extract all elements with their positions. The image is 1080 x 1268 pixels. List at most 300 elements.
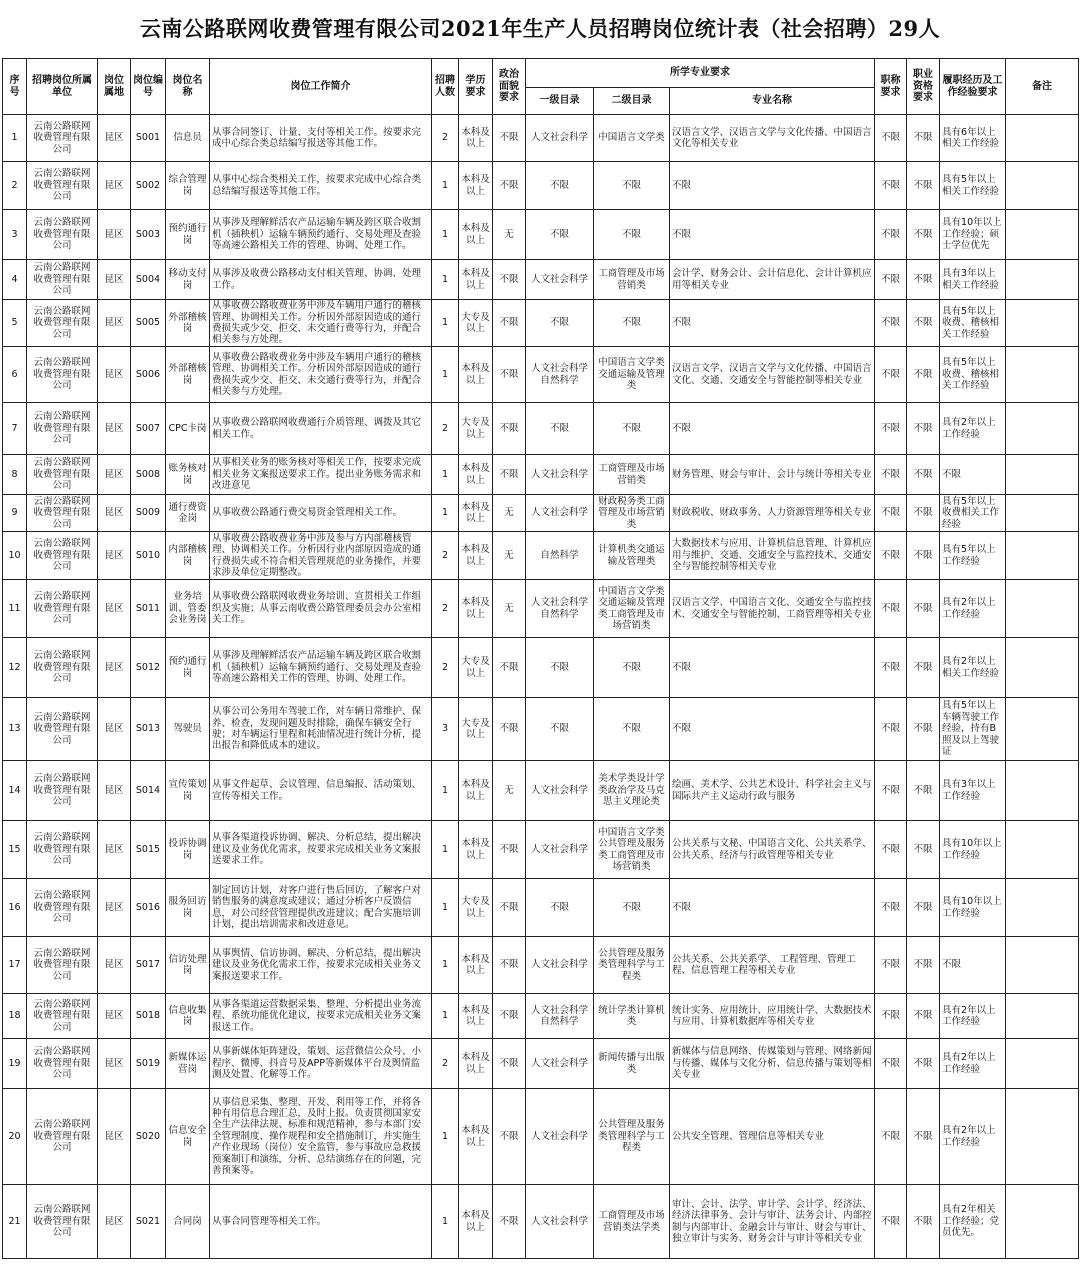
cell-exp: 具有2年以上工作经验 (940, 403, 1006, 455)
cell-code: S002 (131, 162, 166, 210)
cell-duty: 从事收费公路收费业务中涉及车辆用户通行的稽核管理、协调相关工作。分析因外部原因造成的通行费损失或少交、拒交、未交通行费等行为，并配合相关参与方处理。 (210, 300, 432, 347)
cell-name: 信息员 (166, 115, 210, 162)
cell-cert: 不限 (907, 455, 940, 495)
cell-location: 昆区 (98, 300, 131, 347)
cell-name: 预约通行岗 (166, 638, 210, 698)
cell-major-name: 不限 (670, 638, 875, 698)
cell-exp: 不限 (940, 455, 1006, 495)
cell-unit: 云南公路联网收费管理有限公司 (27, 1185, 98, 1259)
cell-exp: 具有5年以上相关工作经验 (940, 162, 1006, 210)
cell-unit: 云南公路联网收费管理有限公司 (27, 115, 98, 162)
cell-location: 昆区 (98, 698, 131, 761)
cell-title-req: 不限 (875, 937, 907, 994)
cell-seq: 12 (3, 638, 27, 698)
cell-major-l2: 计算机类交通运输及管理类 (594, 532, 670, 580)
cell-location: 昆区 (98, 455, 131, 495)
table-row (3, 455, 1079, 495)
cell-political: 不限 (493, 698, 526, 761)
cell-unit: 云南公路联网收费管理有限公司 (27, 994, 98, 1039)
table-row (3, 994, 1079, 1039)
cell-name: 信息安全岗 (166, 1089, 210, 1185)
cell-title-req: 不限 (875, 347, 907, 403)
cell-title-req: 不限 (875, 994, 907, 1039)
cell-political: 不限 (493, 1039, 526, 1089)
cell-edu: 大专及以上 (459, 698, 493, 761)
cell-edu: 本科及以上 (459, 821, 493, 879)
recruitment-table (2, 58, 1079, 1259)
cell-note (1006, 300, 1079, 347)
cell-political: 不限 (493, 821, 526, 879)
cell-location: 昆区 (98, 162, 131, 210)
cell-major-l1: 不限 (526, 638, 594, 698)
cell-duty: 从事收费公路联网收费通行介质管理、调拨及其它相关工作。 (210, 403, 432, 455)
cell-major-name: 不限 (670, 162, 875, 210)
cell-unit: 云南公路联网收费管理有限公司 (27, 879, 98, 937)
cell-political: 不限 (493, 455, 526, 495)
cell-count: 1 (432, 300, 459, 347)
cell-major-l1: 不限 (526, 879, 594, 937)
cell-edu: 本科及以上 (459, 115, 493, 162)
cell-note (1006, 162, 1079, 210)
cell-political: 无 (493, 495, 526, 532)
cell-title-req: 不限 (875, 260, 907, 300)
cell-location: 昆区 (98, 761, 131, 821)
cell-duty: 从事涉及理解鲜活农产品运输车辆及跨区联合收割机（插秧机）运输车辆预约通行、交易处理及查验等高速公路相关工作的管理、协调、处理工作。 (210, 210, 432, 260)
cell-edu: 本科及以上 (459, 210, 493, 260)
cell-count: 1 (432, 1185, 459, 1259)
cell-seq: 10 (3, 532, 27, 580)
cell-major-l2: 工商管理及市场营销类 (594, 455, 670, 495)
cell-code: S005 (131, 300, 166, 347)
cell-seq: 8 (3, 455, 27, 495)
cell-count: 1 (432, 210, 459, 260)
cell-count: 1 (432, 821, 459, 879)
cell-unit: 云南公路联网收费管理有限公司 (27, 347, 98, 403)
cell-seq: 16 (3, 879, 27, 937)
cell-major-l1: 人文社会科学自然科学 (526, 347, 594, 403)
cell-title-req: 不限 (875, 495, 907, 532)
cell-name: 移动支付岗 (166, 260, 210, 300)
cell-edu: 本科及以上 (459, 162, 493, 210)
cell-cert: 不限 (907, 495, 940, 532)
cell-unit: 云南公路联网收费管理有限公司 (27, 580, 98, 638)
cell-title-req: 不限 (875, 162, 907, 210)
cell-exp: 具有3年以上相关工作经验 (940, 260, 1006, 300)
cell-cert: 不限 (907, 761, 940, 821)
cell-name: 宣传策划岗 (166, 761, 210, 821)
header-edu: 学历要求 (459, 59, 493, 115)
cell-title-req: 不限 (875, 403, 907, 455)
cell-major-l1: 人文社会科学 (526, 761, 594, 821)
cell-cert: 不限 (907, 1089, 940, 1185)
cell-title-req: 不限 (875, 210, 907, 260)
cell-duty: 从事收费公路通行费交易资金管理相关工作。 (210, 495, 432, 532)
cell-major-l1: 人文社会科学 (526, 937, 594, 994)
cell-major-l1: 人文社会科学 (526, 1089, 594, 1185)
cell-political: 无 (493, 532, 526, 580)
cell-cert: 不限 (907, 260, 940, 300)
header-major-group: 所学专业要求 (526, 59, 875, 88)
cell-political: 不限 (493, 1089, 526, 1185)
cell-major-l2: 新闻传播与出版类 (594, 1039, 670, 1089)
cell-count: 2 (432, 115, 459, 162)
cell-exp: 具有5年以上收费相关工作经验 (940, 495, 1006, 532)
cell-major-l1: 人文社会科学 (526, 115, 594, 162)
cell-count: 1 (432, 495, 459, 532)
cell-cert: 不限 (907, 994, 940, 1039)
cell-major-l2: 不限 (594, 300, 670, 347)
cell-political: 不限 (493, 300, 526, 347)
cell-duty: 从事公司公务用车驾驶工作，对车辆日常维护、保养、检查，发现问题及时排除，确保车辆安全行驶；对车辆运行里程和耗油情况进行统计分析，提出报告和降低成本的建议。 (210, 698, 432, 761)
cell-duty: 从事合同管理等相关工作。 (210, 1185, 432, 1259)
cell-name: 预约通行岗 (166, 210, 210, 260)
cell-name: 通行费资金岗 (166, 495, 210, 532)
cell-name: 外部稽核岗 (166, 347, 210, 403)
cell-location: 昆区 (98, 1039, 131, 1089)
header-count: 招聘人数 (432, 59, 459, 115)
table-row (3, 532, 1079, 580)
cell-note (1006, 260, 1079, 300)
cell-duty: 从事中心综合类相关工作，按要求完成中心综合类总结编写报送等其他工作。 (210, 162, 432, 210)
cell-note (1006, 761, 1079, 821)
cell-duty: 从事合同签订、计量、支付等相关工作。按要求完成中心综合类总结编写报送等其他工作。 (210, 115, 432, 162)
cell-title-req: 不限 (875, 1089, 907, 1185)
cell-code: S008 (131, 455, 166, 495)
cell-exp: 具有5年以上车辆驾驶工作经验，持有B照及以上驾驶证 (940, 698, 1006, 761)
cell-exp: 具有2年相关工作经验；党员优先。 (940, 1185, 1006, 1259)
cell-code: S017 (131, 937, 166, 994)
cell-major-l2: 中国语言文学类交通运输及管理类工商管理及市场营销类 (594, 580, 670, 638)
cell-exp: 具有2年以上工作经验 (940, 1039, 1006, 1089)
cell-note (1006, 821, 1079, 879)
cell-cert: 不限 (907, 821, 940, 879)
cell-exp: 具有10年以上工作经验；硕士学位优先 (940, 210, 1006, 260)
table-row (3, 638, 1079, 698)
cell-exp: 具有3年以上工作经验 (940, 761, 1006, 821)
cell-location: 昆区 (98, 1089, 131, 1185)
cell-major-name: 不限 (670, 403, 875, 455)
cell-seq: 19 (3, 1039, 27, 1089)
cell-major-l1: 自然科学 (526, 532, 594, 580)
cell-title-req: 不限 (875, 115, 907, 162)
cell-code: S014 (131, 761, 166, 821)
header-political: 政治面貌要求 (493, 59, 526, 115)
cell-unit: 云南公路联网收费管理有限公司 (27, 638, 98, 698)
cell-edu: 本科及以上 (459, 1089, 493, 1185)
cell-exp: 具有5年以上收费、稽核相关工作经验 (940, 347, 1006, 403)
cell-unit: 云南公路联网收费管理有限公司 (27, 937, 98, 994)
cell-location: 昆区 (98, 115, 131, 162)
cell-unit: 云南公路联网收费管理有限公司 (27, 260, 98, 300)
cell-count: 1 (432, 455, 459, 495)
cell-political: 无 (493, 580, 526, 638)
cell-count: 1 (432, 879, 459, 937)
cell-edu: 大专及以上 (459, 638, 493, 698)
cell-cert: 不限 (907, 210, 940, 260)
cell-edu: 本科及以上 (459, 1039, 493, 1089)
cell-major-l2: 中国语言文学类交通运输及管理类 (594, 347, 670, 403)
cell-major-name: 大数据技术与应用、计算机信息管理、计算机应用与维护、交通、交通安全与监控技术、交通安全与智能控制等相关专业 (670, 532, 875, 580)
cell-title-req: 不限 (875, 761, 907, 821)
cell-duty: 从事舆情、信访协调、解决、分析总结，提出解决建议及业务优化需求工作，按要求完成相关业务文案报送要求工作。 (210, 937, 432, 994)
cell-duty: 从事收费公路收费业务中涉及参与方内部稽核管理、协调相关工作。分析因行业内部原因造成的通行费损失或不符合相关管理规范的业务操作，并要求涉及单位定期整改。 (210, 532, 432, 580)
cell-seq: 14 (3, 761, 27, 821)
cell-major-name: 新媒体与信息网络、传媒策划与管理、网络新闻与传播、媒体与文化分析、信息传播与策划等相关专业 (670, 1039, 875, 1089)
table-row (3, 495, 1079, 532)
table-row (3, 1185, 1079, 1259)
cell-code: S009 (131, 495, 166, 532)
cell-note (1006, 580, 1079, 638)
cell-location: 昆区 (98, 821, 131, 879)
cell-major-l1: 不限 (526, 162, 594, 210)
cell-title-req: 不限 (875, 1039, 907, 1089)
cell-political: 无 (493, 761, 526, 821)
cell-code: S019 (131, 1039, 166, 1089)
cell-edu: 大专及以上 (459, 403, 493, 455)
cell-seq: 15 (3, 821, 27, 879)
cell-major-l2: 工商管理及市场营销类法学类 (594, 1185, 670, 1259)
cell-code: S003 (131, 210, 166, 260)
cell-cert: 不限 (907, 115, 940, 162)
cell-title-req: 不限 (875, 580, 907, 638)
cell-seq: 11 (3, 580, 27, 638)
cell-location: 昆区 (98, 532, 131, 580)
table-row (3, 761, 1079, 821)
cell-political: 不限 (493, 115, 526, 162)
cell-name: 驾驶员 (166, 698, 210, 761)
cell-note (1006, 455, 1079, 495)
cell-name: 信访处理岗 (166, 937, 210, 994)
cell-major-name: 财务管理、财会与审计、会计与统计等相关专业 (670, 455, 875, 495)
cell-duty: 从事收费公路联网收费业务培训、宣贯相关工作组织及实施；从事云南收费公路管理委员会办公室相关工作。 (210, 580, 432, 638)
cell-major-l2: 美术学类设计学类政治学及马克思主义理论类 (594, 761, 670, 821)
table-row (3, 403, 1079, 455)
cell-seq: 4 (3, 260, 27, 300)
cell-title-req: 不限 (875, 698, 907, 761)
cell-edu: 本科及以上 (459, 347, 493, 403)
cell-name: 业务培训、管委会业务岗 (166, 580, 210, 638)
cell-political: 不限 (493, 994, 526, 1039)
cell-major-l1: 人文社会科学 (526, 495, 594, 532)
cell-seq: 7 (3, 403, 27, 455)
cell-count: 1 (432, 347, 459, 403)
cell-title-req: 不限 (875, 455, 907, 495)
table-row (3, 879, 1079, 937)
cell-location: 昆区 (98, 495, 131, 532)
table-row (3, 698, 1079, 761)
cell-note (1006, 347, 1079, 403)
cell-political: 不限 (493, 347, 526, 403)
cell-seq: 1 (3, 115, 27, 162)
cell-unit: 云南公路联网收费管理有限公司 (27, 698, 98, 761)
table-row (3, 580, 1079, 638)
cell-political: 不限 (493, 879, 526, 937)
cell-note (1006, 638, 1079, 698)
cell-cert: 不限 (907, 532, 940, 580)
cell-code: S018 (131, 994, 166, 1039)
cell-duty: 从事相关业务的账务核对等相关工作，按要求完成相关业务文案报送要求工作。提出业务账务需求和改进意见 (210, 455, 432, 495)
cell-exp: 具有5年以上工作经验 (940, 532, 1006, 580)
cell-count: 2 (432, 638, 459, 698)
cell-major-l1: 人文社会科学自然科学 (526, 994, 594, 1039)
cell-major-l1: 不限 (526, 403, 594, 455)
cell-political: 不限 (493, 260, 526, 300)
cell-code: S012 (131, 638, 166, 698)
cell-major-name: 审计、会计、法学、审计学、会计学、经济法、经济法律事务、会计与审计、法务会计、内部控制与内部审计、金融会计与审计、财会与审计、独立审计与实务、财务会计与审计等相关专业 (670, 1185, 875, 1259)
cell-exp: 具有2年以上工作经验 (940, 1089, 1006, 1185)
cell-code: S013 (131, 698, 166, 761)
cell-unit: 云南公路联网收费管理有限公司 (27, 210, 98, 260)
cell-major-l2: 财政税务类工商管理及市场营销类 (594, 495, 670, 532)
cell-note (1006, 115, 1079, 162)
cell-cert: 不限 (907, 638, 940, 698)
cell-major-l2: 不限 (594, 879, 670, 937)
cell-location: 昆区 (98, 580, 131, 638)
cell-major-l2: 统计学类计算机类 (594, 994, 670, 1039)
cell-name: 账务核对岗 (166, 455, 210, 495)
cell-major-l1: 不限 (526, 698, 594, 761)
cell-major-name: 汉语言文学、汉语言文学与文化传播、中国语言文化、交通、交通安全与智能控制等相关专业 (670, 347, 875, 403)
cell-exp: 具有10年以上工作经验 (940, 821, 1006, 879)
table-row (3, 1089, 1079, 1185)
cell-code: S020 (131, 1089, 166, 1185)
header-major-l1: 一级目录 (526, 88, 594, 115)
cell-major-l1: 人文社会科学自然科学 (526, 580, 594, 638)
cell-cert: 不限 (907, 300, 940, 347)
cell-location: 昆区 (98, 210, 131, 260)
cell-unit: 云南公路联网收费管理有限公司 (27, 761, 98, 821)
cell-major-name: 会计学、财务会计、会计信息化、会计计算机应用等相关专业 (670, 260, 875, 300)
cell-edu: 本科及以上 (459, 495, 493, 532)
table-row (3, 115, 1079, 162)
cell-duty: 从事涉及理解鲜活农产品运输车辆及跨区联合收割机（插秧机）运输车辆预约通行、交易处理及查验等高速公路相关工作的管理、协调、处理工作。 (210, 638, 432, 698)
cell-cert: 不限 (907, 1039, 940, 1089)
cell-location: 昆区 (98, 403, 131, 455)
header-exp: 履职经历及工作经验要求 (940, 59, 1006, 115)
cell-major-l1: 人文社会科学 (526, 455, 594, 495)
cell-major-l2: 中国语言文学类 (594, 115, 670, 162)
cell-exp: 具有6年以上相关工作经验 (940, 115, 1006, 162)
cell-code: S021 (131, 1185, 166, 1259)
cell-major-l2: 不限 (594, 210, 670, 260)
cell-political: 不限 (493, 162, 526, 210)
cell-code: S010 (131, 532, 166, 580)
cell-code: S011 (131, 580, 166, 638)
page-title: 云南公路联网收费管理有限公司2021年生产人员招聘岗位统计表（社会招聘）29人 (139, 16, 941, 41)
table-row (3, 162, 1079, 210)
cell-seq: 9 (3, 495, 27, 532)
header-major-l2: 二级目录 (594, 88, 670, 115)
cell-political: 不限 (493, 403, 526, 455)
cell-cert: 不限 (907, 879, 940, 937)
cell-seq: 13 (3, 698, 27, 761)
cell-duty: 从事收费公路收费业务中涉及车辆用户通行的稽核管理、协调相关工作。分析因外部原因造成的通行费损失或少交、拒交、未交通行费等行为，并配合相关参与方处理。 (210, 347, 432, 403)
cell-major-name: 公共安全管理、管理信息等相关专业 (670, 1089, 875, 1185)
cell-duty: 从事各渠道投诉协调、解决、分析总结，提出解决建议及业务优化需求，按要求完成相关业务文案报送要求工作。 (210, 821, 432, 879)
cell-name: 投诉协调岗 (166, 821, 210, 879)
cell-exp: 具有2年以上相关工作经验 (940, 638, 1006, 698)
cell-major-l2: 不限 (594, 638, 670, 698)
cell-major-name: 不限 (670, 698, 875, 761)
cell-count: 1 (432, 260, 459, 300)
cell-seq: 17 (3, 937, 27, 994)
header-title-req: 职称要求 (875, 59, 907, 115)
cell-major-name: 不限 (670, 300, 875, 347)
cell-name: 合同岗 (166, 1185, 210, 1259)
cell-duty: 从事信息采集、整理、开发、利用等工作，并将各种有用信息合理汇总，及时上报。负责贯彻国家安全生产法律法规、标准和规范精神，参与本部门安全管理制度、操作规程和安全措施制订，并实施生产作业现场（岗位）安全监管，参与事故应急救援预案制订和演练，分析、总结演练存在的问题，完善预案等。 (210, 1089, 432, 1185)
header-note: 备注 (1006, 59, 1079, 115)
cell-major-l2: 不限 (594, 698, 670, 761)
cell-cert: 不限 (907, 937, 940, 994)
cell-exp: 具有10年以上工作经验 (940, 879, 1006, 937)
cell-major-l1: 人文社会科学 (526, 1185, 594, 1259)
cell-edu: 本科及以上 (459, 580, 493, 638)
cell-major-name: 统计实务、应用统计、应用统计学、大数据技术与应用、计算机数据库等相关专业 (670, 994, 875, 1039)
header-name: 岗位名称 (166, 59, 210, 115)
table-row (3, 210, 1079, 260)
cell-code: S001 (131, 115, 166, 162)
cell-unit: 云南公路联网收费管理有限公司 (27, 300, 98, 347)
cell-unit: 云南公路联网收费管理有限公司 (27, 532, 98, 580)
cell-title-req: 不限 (875, 1185, 907, 1259)
cell-note (1006, 532, 1079, 580)
cell-political: 不限 (493, 1185, 526, 1259)
cell-note (1006, 495, 1079, 532)
cell-code: S007 (131, 403, 166, 455)
cell-title-req: 不限 (875, 638, 907, 698)
cell-edu: 大专及以上 (459, 879, 493, 937)
header-cert: 职业资格要求 (907, 59, 940, 115)
cell-count: 3 (432, 698, 459, 761)
cell-title-req: 不限 (875, 532, 907, 580)
header-seq: 序号 (3, 59, 27, 115)
cell-major-l2: 工商管理及市场营销类 (594, 260, 670, 300)
cell-note (1006, 1089, 1079, 1185)
cell-major-name: 不限 (670, 210, 875, 260)
cell-cert: 不限 (907, 162, 940, 210)
cell-major-name: 财政税收、财政事务、人力资源管理等相关专业 (670, 495, 875, 532)
cell-seq: 2 (3, 162, 27, 210)
cell-location: 昆区 (98, 937, 131, 994)
table-row (3, 1039, 1079, 1089)
cell-cert: 不限 (907, 698, 940, 761)
cell-duty: 从事各渠道运营数据采集、整理、分析提出业务流程、系统功能优化建议，按要求完成相关业务文案报送工作。 (210, 994, 432, 1039)
cell-cert: 不限 (907, 347, 940, 403)
cell-title-req: 不限 (875, 300, 907, 347)
cell-location: 昆区 (98, 879, 131, 937)
table-row (3, 937, 1079, 994)
cell-edu: 本科及以上 (459, 937, 493, 994)
cell-note (1006, 698, 1079, 761)
cell-edu: 本科及以上 (459, 994, 493, 1039)
cell-major-l1: 人文社会科学 (526, 260, 594, 300)
cell-seq: 3 (3, 210, 27, 260)
cell-count: 1 (432, 1089, 459, 1185)
cell-unit: 云南公路联网收费管理有限公司 (27, 162, 98, 210)
cell-seq: 21 (3, 1185, 27, 1259)
cell-major-l2: 不限 (594, 403, 670, 455)
cell-name: 新媒体运营岗 (166, 1039, 210, 1089)
cell-major-l2: 公共管理及服务类管理科学与工程类 (594, 1089, 670, 1185)
cell-edu: 本科及以上 (459, 455, 493, 495)
cell-edu: 本科及以上 (459, 761, 493, 821)
cell-count: 2 (432, 580, 459, 638)
cell-political: 不限 (493, 638, 526, 698)
cell-code: S016 (131, 879, 166, 937)
cell-unit: 云南公路联网收费管理有限公司 (27, 1039, 98, 1089)
cell-major-name: 汉语言文学、汉语言文学与文化传播、中国语言文化等相关专业 (670, 115, 875, 162)
cell-duty: 从事涉及收费公路移动支付相关管理、协调、处理工作。 (210, 260, 432, 300)
